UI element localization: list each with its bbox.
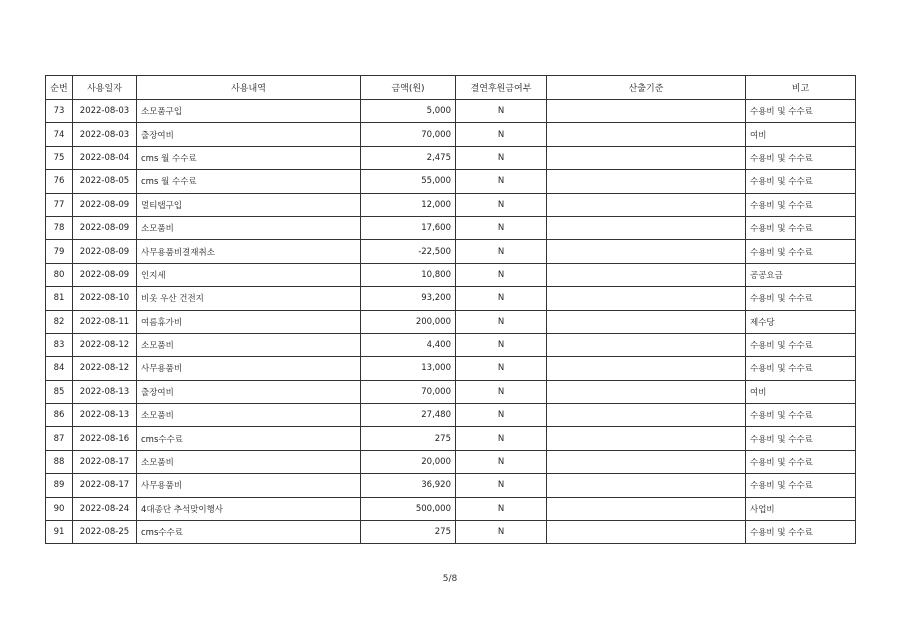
cell-description: 여름휴가비 — [137, 310, 361, 333]
cell-note: 수용비 및 수수료 — [746, 287, 856, 310]
table-row — [46, 287, 856, 310]
cell-sponsorship-flag: N — [456, 146, 547, 169]
cell-note: 수용비 및 수수료 — [746, 450, 856, 473]
cell-no: 85 — [46, 380, 73, 403]
cell-no: 74 — [46, 123, 73, 146]
cell-date: 2022-08-09 — [73, 193, 137, 216]
table-row — [46, 216, 856, 239]
expense-table — [45, 75, 856, 544]
cell-description: 출장여비 — [137, 123, 361, 146]
cell-date: 2022-08-04 — [73, 146, 137, 169]
cell-no: 84 — [46, 357, 73, 380]
cell-basis — [547, 310, 746, 333]
table-row — [46, 310, 856, 333]
header-row — [46, 76, 856, 100]
cell-description: cms수수료 — [137, 427, 361, 450]
cell-sponsorship-flag: N — [456, 427, 547, 450]
table-row — [46, 263, 856, 286]
table-row — [46, 404, 856, 427]
cell-description: 출장여비 — [137, 380, 361, 403]
cell-note: 수용비 및 수수료 — [746, 427, 856, 450]
header-basis: 산출기준 — [547, 76, 746, 100]
cell-no: 80 — [46, 263, 73, 286]
table-row — [46, 450, 856, 473]
header-amount: 금액(원) — [361, 76, 456, 100]
cell-note: 수용비 및 수수료 — [746, 521, 856, 544]
cell-sponsorship-flag: N — [456, 100, 547, 123]
table-row — [46, 170, 856, 193]
cell-amount: 500,000 — [361, 497, 456, 520]
cell-date: 2022-08-13 — [73, 380, 137, 403]
cell-amount: 27,480 — [361, 404, 456, 427]
cell-basis — [547, 427, 746, 450]
cell-note: 수용비 및 수수료 — [746, 333, 856, 356]
cell-amount: 200,000 — [361, 310, 456, 333]
cell-amount: 13,000 — [361, 357, 456, 380]
header-description: 사용내역 — [137, 76, 361, 100]
cell-date: 2022-08-12 — [73, 357, 137, 380]
cell-note: 수용비 및 수수료 — [746, 146, 856, 169]
cell-date: 2022-08-11 — [73, 310, 137, 333]
cell-note: 수용비 및 수수료 — [746, 357, 856, 380]
cell-no: 86 — [46, 404, 73, 427]
cell-description: 소모품비 — [137, 404, 361, 427]
cell-description: 사무용품비결재취소 — [137, 240, 361, 263]
cell-note: 수용비 및 수수료 — [746, 404, 856, 427]
cell-basis — [547, 404, 746, 427]
cell-basis — [547, 474, 746, 497]
cell-note: 수용비 및 수수료 — [746, 216, 856, 239]
cell-amount: 2,475 — [361, 146, 456, 169]
cell-sponsorship-flag: N — [456, 521, 547, 544]
cell-sponsorship-flag: N — [456, 357, 547, 380]
cell-sponsorship-flag: N — [456, 474, 547, 497]
cell-sponsorship-flag: N — [456, 310, 547, 333]
cell-amount: 12,000 — [361, 193, 456, 216]
cell-date: 2022-08-17 — [73, 450, 137, 473]
cell-amount: 55,000 — [361, 170, 456, 193]
cell-basis — [547, 240, 746, 263]
cell-no: 78 — [46, 216, 73, 239]
cell-sponsorship-flag: N — [456, 170, 547, 193]
cell-description: 인지세 — [137, 263, 361, 286]
cell-description: 소모품비 — [137, 450, 361, 473]
cell-amount: 70,000 — [361, 380, 456, 403]
header-no: 순번 — [46, 76, 73, 100]
cell-sponsorship-flag: N — [456, 380, 547, 403]
cell-note: 수용비 및 수수료 — [746, 100, 856, 123]
cell-amount: 70,000 — [361, 123, 456, 146]
cell-amount: -22,500 — [361, 240, 456, 263]
cell-date: 2022-08-24 — [73, 497, 137, 520]
cell-note: 수용비 및 수수료 — [746, 193, 856, 216]
cell-basis — [547, 380, 746, 403]
cell-amount: 20,000 — [361, 450, 456, 473]
cell-date: 2022-08-03 — [73, 123, 137, 146]
cell-note: 수용비 및 수수료 — [746, 170, 856, 193]
cell-amount: 4,400 — [361, 333, 456, 356]
cell-description: 소모품구입 — [137, 100, 361, 123]
cell-no: 76 — [46, 170, 73, 193]
cell-no: 82 — [46, 310, 73, 333]
page-number: 5/8 — [442, 574, 458, 584]
cell-sponsorship-flag: N — [456, 497, 547, 520]
table-row — [46, 123, 856, 146]
table-row — [46, 100, 856, 123]
table-body — [46, 100, 856, 544]
cell-note: 사업비 — [746, 497, 856, 520]
cell-amount: 10,800 — [361, 263, 456, 286]
cell-no: 79 — [46, 240, 73, 263]
cell-basis — [547, 193, 746, 216]
cell-basis — [547, 100, 746, 123]
cell-description: 사무용품비 — [137, 357, 361, 380]
table-row — [46, 497, 856, 520]
cell-no: 89 — [46, 474, 73, 497]
cell-basis — [547, 287, 746, 310]
cell-sponsorship-flag: N — [456, 333, 547, 356]
cell-basis — [547, 216, 746, 239]
cell-date: 2022-08-16 — [73, 427, 137, 450]
cell-description: cms 월 수수료 — [137, 146, 361, 169]
cell-note: 여비 — [746, 380, 856, 403]
cell-note: 여비 — [746, 123, 856, 146]
table-row — [46, 427, 856, 450]
cell-basis — [547, 521, 746, 544]
cell-description: 비옷 우산 건전지 — [137, 287, 361, 310]
cell-no: 77 — [46, 193, 73, 216]
cell-basis — [547, 263, 746, 286]
cell-sponsorship-flag: N — [456, 240, 547, 263]
cell-description: cms 월 수수료 — [137, 170, 361, 193]
cell-date: 2022-08-03 — [73, 100, 137, 123]
cell-no: 90 — [46, 497, 73, 520]
cell-note: 제수당 — [746, 310, 856, 333]
cell-basis — [547, 450, 746, 473]
cell-sponsorship-flag: N — [456, 450, 547, 473]
cell-amount: 17,600 — [361, 216, 456, 239]
cell-no: 73 — [46, 100, 73, 123]
cell-note: 수용비 및 수수료 — [746, 474, 856, 497]
table-row — [46, 357, 856, 380]
cell-no: 88 — [46, 450, 73, 473]
cell-amount: 275 — [361, 427, 456, 450]
table-row — [46, 380, 856, 403]
cell-date: 2022-08-09 — [73, 263, 137, 286]
cell-date: 2022-08-09 — [73, 240, 137, 263]
cell-amount: 36,920 — [361, 474, 456, 497]
header-note: 비고 — [746, 76, 856, 100]
cell-basis — [547, 123, 746, 146]
cell-description: 사무용품비 — [137, 474, 361, 497]
cell-no: 81 — [46, 287, 73, 310]
cell-date: 2022-08-13 — [73, 404, 137, 427]
cell-date: 2022-08-05 — [73, 170, 137, 193]
cell-sponsorship-flag: N — [456, 216, 547, 239]
cell-description: 소모품비 — [137, 216, 361, 239]
cell-description: 멀티탭구입 — [137, 193, 361, 216]
cell-description: 소모품비 — [137, 333, 361, 356]
cell-basis — [547, 170, 746, 193]
cell-basis — [547, 357, 746, 380]
cell-date: 2022-08-17 — [73, 474, 137, 497]
cell-amount: 275 — [361, 521, 456, 544]
cell-basis — [547, 333, 746, 356]
cell-amount: 5,000 — [361, 100, 456, 123]
cell-basis — [547, 497, 746, 520]
cell-note: 수용비 및 수수료 — [746, 240, 856, 263]
cell-no: 83 — [46, 333, 73, 356]
cell-date: 2022-08-09 — [73, 216, 137, 239]
cell-sponsorship-flag: N — [456, 287, 547, 310]
cell-no: 87 — [46, 427, 73, 450]
cell-sponsorship-flag: N — [456, 123, 547, 146]
cell-date: 2022-08-12 — [73, 333, 137, 356]
cell-sponsorship-flag: N — [456, 263, 547, 286]
cell-date: 2022-08-10 — [73, 287, 137, 310]
table-row — [46, 240, 856, 263]
table-row — [46, 474, 856, 497]
cell-no: 91 — [46, 521, 73, 544]
header-sponsorship-flag: 결연후원금여부 — [456, 76, 547, 100]
cell-amount: 93,200 — [361, 287, 456, 310]
cell-note: 공공요금 — [746, 263, 856, 286]
cell-basis — [547, 146, 746, 169]
cell-description: 4대종단 추석맞이행사 — [137, 497, 361, 520]
table-row — [46, 193, 856, 216]
cell-sponsorship-flag: N — [456, 193, 547, 216]
table-row — [46, 333, 856, 356]
table-row — [46, 146, 856, 169]
cell-no: 75 — [46, 146, 73, 169]
table-row — [46, 521, 856, 544]
header-date: 사용일자 — [73, 76, 137, 100]
cell-sponsorship-flag: N — [456, 404, 547, 427]
cell-date: 2022-08-25 — [73, 521, 137, 544]
cell-description: cms수수료 — [137, 521, 361, 544]
